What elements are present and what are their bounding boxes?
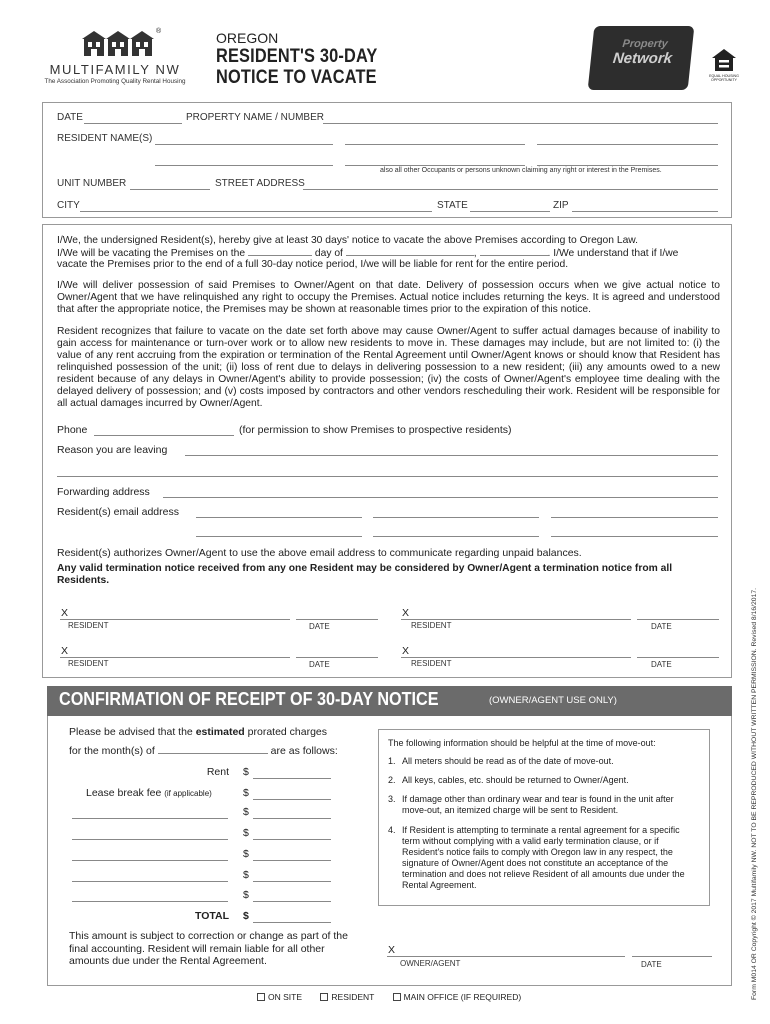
reason-field-1[interactable]: [185, 455, 718, 456]
street-address-field[interactable]: [303, 189, 718, 190]
equal-housing-logo: [704, 48, 744, 88]
registered-mark: ®: [156, 28, 162, 35]
owner-agent-label: OWNER/AGENT: [400, 959, 461, 968]
property-name-field[interactable]: [323, 123, 718, 124]
rent-label: Rent: [206, 766, 229, 778]
total-label: TOTAL: [194, 910, 229, 922]
signature-x-2: X: [402, 607, 410, 619]
date-label-1: DATE: [309, 622, 330, 631]
other-charge-amount-1[interactable]: [253, 818, 331, 819]
resident-label-2: RESIDENT: [411, 621, 452, 630]
other-charge-amount-2[interactable]: [253, 839, 331, 840]
other-charge-label-3[interactable]: [72, 860, 228, 861]
resident-signature-1[interactable]: [60, 619, 290, 620]
state-field-label: STATE: [437, 200, 468, 211]
email-label: Resident(s) email address: [57, 506, 179, 518]
resident-checkbox[interactable]: RESIDENT: [320, 992, 374, 1002]
unit-number-field[interactable]: [130, 189, 210, 190]
city-label: CITY: [57, 200, 80, 211]
occupants-note: also all other Occupants or persons unknown claiming any right or interest in the Premises.: [380, 167, 662, 174]
phone-note: (for permission to show Premises to prospective residents): [239, 424, 512, 436]
other-charge-label-1[interactable]: [72, 818, 228, 819]
other-charge-amount-5[interactable]: [253, 901, 331, 902]
signature-x-4: X: [402, 645, 410, 657]
email-field-6[interactable]: [551, 536, 718, 537]
months-field[interactable]: [158, 745, 268, 754]
amount-note: This amount is subject to correction or change as part of the final accounting. Resident will remain liable for all other amounts due under the Rental Agreement.: [69, 930, 348, 967]
resident-date-2[interactable]: [637, 619, 719, 620]
property-name-label: PROPERTY NAME / NUMBER: [186, 112, 324, 123]
resident-name-field-3[interactable]: [537, 144, 718, 145]
zip-field[interactable]: [572, 211, 718, 212]
resident-name-field-6[interactable]: [537, 165, 718, 166]
forwarding-address-label: Forwarding address: [57, 486, 150, 498]
owner-agent-date-label: DATE: [641, 960, 662, 969]
resident-name-field-2[interactable]: [345, 144, 525, 145]
resident-signature-2[interactable]: [401, 619, 631, 620]
on-site-checkbox[interactable]: ON SITE: [257, 992, 302, 1002]
date-label-3: DATE: [309, 660, 330, 669]
rent-dollar: $: [243, 766, 249, 778]
signature-x-1: X: [61, 607, 69, 619]
date-field[interactable]: [84, 123, 182, 124]
signature-x-3: X: [61, 645, 69, 657]
owner-agent-date[interactable]: [632, 956, 712, 957]
state-field[interactable]: [470, 211, 550, 212]
resident-label-1: RESIDENT: [68, 621, 109, 630]
other-charge-label-2[interactable]: [72, 839, 228, 840]
resident-date-3[interactable]: [296, 657, 378, 658]
lease-break-dollar: $: [243, 787, 249, 799]
notice-paragraph-1-line2: I/We will be vacating the Premises on the day of , . I/We understand that if I/we: [57, 248, 679, 259]
email-field-2[interactable]: [373, 517, 539, 518]
property-fields-box: [42, 102, 732, 218]
email-field-5[interactable]: [373, 536, 539, 537]
resident-date-1[interactable]: [296, 619, 378, 620]
total-dollar: $: [243, 910, 249, 922]
email-field-4[interactable]: [196, 536, 362, 537]
notice-paragraph-2: I/We will deliver possession of said Premises to Owner/Agent on that date. Delivery of possession occurs when we give actual notice to Owner/Agent that we have relinquished any right to occupy the Premises. Actual notice includes returning the keys. It is agreed and understood that after the appropriate notice, the Premises may be shown at reasonable times prior to the expiration of this notice.: [57, 280, 720, 315]
other-charge-dollar-1: $: [243, 806, 249, 818]
resident-label-3: RESIDENT: [68, 659, 109, 668]
email-field-1[interactable]: [196, 517, 362, 518]
months-row: for the month(s) of are as follows:: [69, 745, 338, 757]
page-title-line2: NOTICE TO VACATE: [216, 67, 377, 88]
reason-label: Reason you are leaving: [57, 444, 168, 456]
property-network-text2: Network: [612, 50, 674, 67]
resident-name-field-5[interactable]: [345, 165, 525, 166]
lease-break-label: Lease break fee: [86, 787, 162, 799]
unit-number-label: UNIT NUMBER: [57, 178, 127, 189]
building-logo-icon: [82, 30, 154, 58]
other-charge-label-5[interactable]: [72, 901, 228, 902]
org-name: MULTIFAMILY NW: [49, 62, 181, 77]
lease-break-amount-field[interactable]: [253, 799, 331, 800]
email-field-3[interactable]: [551, 517, 718, 518]
lease-break-note: (if applicable): [164, 789, 212, 798]
vacate-date-prefix: I/We will be vacating the Premises on the: [57, 248, 246, 259]
move-out-info-item: 3. If damage other than ordinary wear and tear is found in the unit after move-out, an itemized charge will be sent to Resident.: [388, 794, 674, 815]
other-charge-amount-4[interactable]: [253, 881, 331, 882]
resident-names-label: RESIDENT NAME(S): [57, 133, 153, 144]
phone-field[interactable]: [94, 435, 234, 436]
page-title-line1: RESIDENT'S 30-DAY: [216, 46, 378, 67]
property-network-logo: [588, 26, 695, 90]
main-office-checkbox[interactable]: MAIN OFFICE (IF REQUIRED): [393, 992, 522, 1002]
resident-name-field-1[interactable]: [155, 144, 333, 145]
other-charge-dollar-4: $: [243, 869, 249, 881]
vacate-year-field[interactable]: [480, 247, 548, 256]
org-tagline: The Association Promoting Quality Rental Housing: [44, 78, 186, 85]
total-amount-field[interactable]: [253, 922, 331, 923]
date-label-2: DATE: [651, 622, 672, 631]
termination-note: Any valid termination notice received from any one Resident may be considered by Owner/Agent a termination notice from all Residents.: [57, 563, 673, 586]
other-charge-dollar-3: $: [243, 848, 249, 860]
confirmation-subtitle: (OWNER/AGENT USE ONLY): [489, 695, 617, 706]
vacate-day-of-label: day of: [314, 248, 343, 259]
resident-date-4[interactable]: [637, 657, 719, 658]
move-out-info-item: 2. All keys, cables, etc. should be returned to Owner/Agent.: [388, 775, 629, 785]
date-label-4: DATE: [651, 660, 672, 669]
confirmation-title: CONFIRMATION OF RECEIPT OF 30-DAY NOTICE: [59, 689, 439, 709]
date-label: DATE: [57, 112, 83, 123]
equal-housing-icon: [711, 48, 737, 72]
email-authorization-text: Resident(s) authorizes Owner/Agent to use the above email address to communicate regarding unpaid balances.: [57, 547, 582, 559]
equal-housing-text: EQUAL HOUSING OPPORTUNITY: [709, 74, 739, 82]
other-charge-amount-3[interactable]: [253, 860, 331, 861]
notice-paragraph-1-line3: vacate the Premises prior to the end of a full 30-day notice period, I/we will be liable for rent for the entire period.: [57, 259, 569, 270]
resident-label-4: RESIDENT: [411, 659, 452, 668]
rent-amount-field[interactable]: [253, 778, 331, 779]
confirmation-banner: [47, 686, 732, 716]
reason-field-2[interactable]: [57, 476, 718, 477]
street-address-label: STREET ADDRESS: [215, 178, 305, 189]
multifamily-nw-logo: [30, 28, 200, 88]
move-out-info-item: 1. All meters should be read as of the date of move-out.: [388, 756, 614, 766]
charges-intro: Please be advised that the estimated prorated charges: [69, 726, 328, 738]
resident-name-field-4[interactable]: [155, 165, 333, 166]
notice-paragraph-3: Resident recognizes that failure to vacate on the date set forth above may cause Owner/Agent to suffer actual damages because of inability to gain access for maintenance or turn-over work or to allow new residents to move in. These damages may include, but are not limited to: (i) the value of any rent accruing from the expiration or termination of the Rental Agreement until Owner/Agent knows or should know that Resident has relinquished possession of the unit; (ii) loss of rent due to delays in delivering possession to a new resident; (iii) any amounts owed to a new resident because of any delays in Owner/Agent's ability to provide possession; (iv) the costs of Owner/Agent's employee time dealing with the delayed delivery of possession; and (v) costs imposed by contractors and other vendors rescheduling their work. Resident will be responsible for all actual damages incurred by Owner/Agent.: [57, 326, 720, 409]
phone-label: Phone: [57, 424, 88, 436]
forwarding-address-field[interactable]: [163, 497, 718, 498]
vacate-date-suffix: . I/We understand that if I/we: [547, 248, 679, 259]
owner-agent-signature[interactable]: [387, 956, 625, 957]
state-label: OREGON: [216, 30, 279, 46]
lease-break-row: [86, 787, 212, 799]
other-charge-dollar-5: $: [243, 889, 249, 901]
move-out-info-item: 4. If Resident is attempting to terminate a rental agreement for a specific term without complying with a valid early termination clause, or if Resident's notice fails to comply with Oregon law in any respect, the signature of Owner/Agent does not constitute an acceptance of the termination and does not relieve Resident of all amounts due under the Rental Agreement.: [388, 825, 685, 890]
other-charge-dollar-2: $: [243, 827, 249, 839]
side-copyright-text: Form M014 OR Copyright © 2017 Multifamily NW. NOT TO BE REPRODUCED WITHOUT WRITTEN PERMISSION. Revised 8/16/2017.: [751, 587, 758, 1000]
vacate-day-field[interactable]: [248, 247, 312, 256]
city-field[interactable]: [80, 211, 432, 212]
resident-signature-3[interactable]: [60, 657, 290, 658]
distribution-checkboxes: [257, 992, 521, 1002]
move-out-info-intro: The following information should be helpful at the time of move-out:: [388, 738, 656, 748]
owner-agent-x: X: [388, 944, 396, 956]
vacate-month-field[interactable]: [346, 247, 474, 256]
other-charge-label-4[interactable]: [72, 881, 228, 882]
zip-label: ZIP: [553, 200, 569, 211]
resident-signature-4[interactable]: [401, 657, 631, 658]
notice-paragraph-1-line1: I/We, the undersigned Resident(s), hereby give at least 30 days' notice to vacate the above Premises according to Oregon Law.: [57, 235, 639, 246]
property-network-text1: Property: [621, 38, 669, 50]
